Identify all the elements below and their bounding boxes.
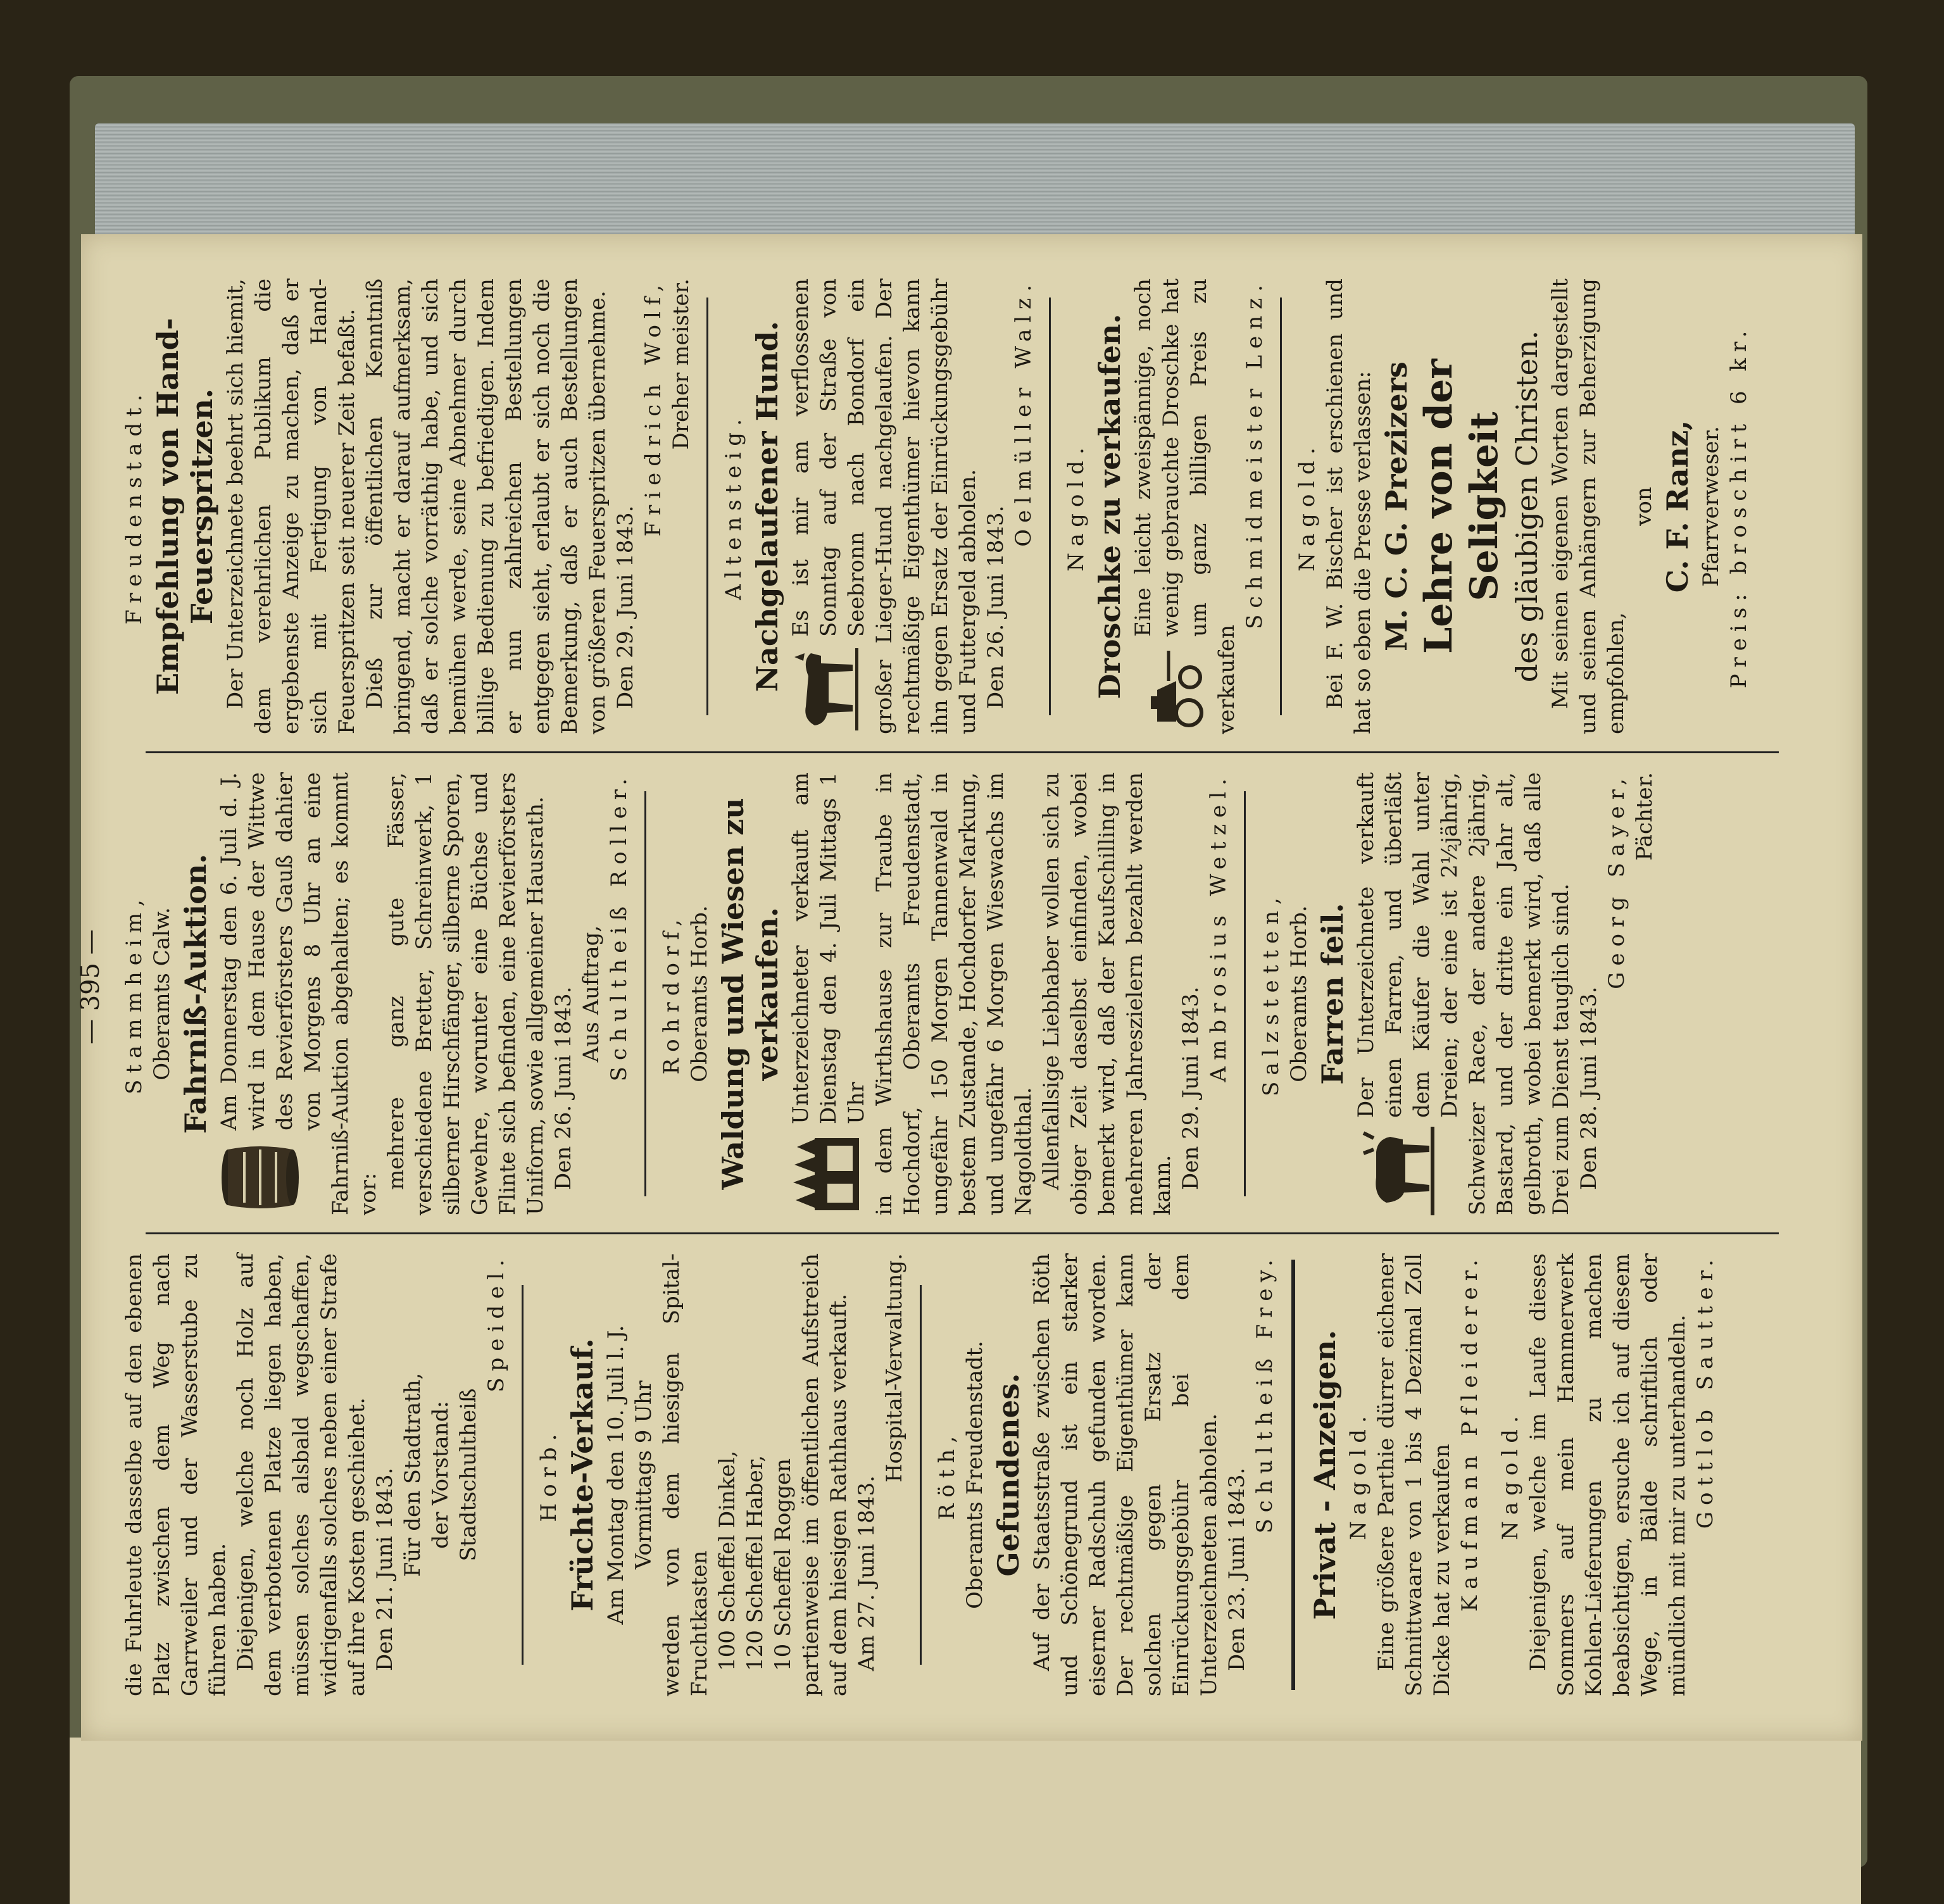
column-1 [120,1253,1798,1696]
col1-sign3: Stadtschultheiß [456,1388,481,1562]
col3-place: Freudenstadt. [122,388,147,625]
col3-s2-title: Nachgelaufener Hund. [750,321,784,692]
col2-place: Stammheim, [122,893,147,1094]
col3-s3-place: Nagold. [1063,441,1089,572]
col1-s2-i2: 120 Scheffel Haber, [743,1455,768,1671]
col2-s2-title: Waldung und Wiesen zu verkaufen. [716,798,784,1190]
col2-sign2: Schultheiß Roller. [606,772,632,1082]
col3-s3-body: Eine leicht zweispännige, noch wenig gebrauchte Droschke hat um ganz billigen Preis zu verkaufen [1131,279,1239,734]
column-3 [120,279,1798,734]
col1-s2-l3: werden von dem hiesigen Spital-Fruchtkasten [659,1253,712,1696]
col1-sign4: Speidel. [484,1253,509,1393]
col1-divider-3 [1291,1260,1295,1690]
col3-divider-3 [1280,298,1282,715]
col1-s2-i1: 100 Scheffel Dinkel, [715,1450,740,1671]
col2-s3-title: Farren feil. [1315,903,1350,1085]
col3-s3-sign: Schmidmeister Lenz. [1242,279,1267,629]
col2-s2-place: Rohrdorf, [659,913,684,1075]
col1-s3-date: Den 23. Juni 1843. [1224,1467,1250,1671]
col1-s2-l4: partienweise im öffentlichen Aufstreich auf dem hiesigen Rathhaus verkauft. [798,1253,851,1696]
column-rule-1 [146,1232,1779,1234]
col1-body: Diejenigen, welche noch Holz auf dem verbotenen Platze liegen haben, müssen solches alsbald wegschaffen, widrigenfalls solches neben einer Strafe auf ihre Kosten geschiehet. [233,1253,370,1696]
col1-s2-sign: Hospital-Verwaltung. [882,1253,907,1483]
col2-title: Fahrniß-Auktion. [179,853,213,1134]
col2-s2-sub: Oberamts Horb. [687,905,712,1082]
col3-s4-place: Nagold. [1295,441,1320,572]
col2-s3-date: Den 28. Juni 1843. [1576,986,1602,1190]
col1-s5-body: Diejenigen, welche im Laufe dieses Sommers auf mein Hammerwerk Kohlen-Lieferungen zu machen beabsichtigen, ersuche ich auf diesem Wege, in Bälde schriftlich oder mündlich mit mir zu unterhandeln. [1526,1253,1690,1696]
col3-s2-date: Den 26. Juni 1843. [983,505,1008,709]
col2-s2-sign: Ambrosius Wetzel. [1206,772,1231,1082]
col2-s3-body1: Der Unterzeichnete verkauft einen Farren, und überläßt dem Käufer die Wahl unter Dreien; der eine ist 2½jährig, Schweizer Race, der andere 2jährig, Bastard, und der dritte ein Jahr alt, gelbroth, wobei bemerkt wird, daß alle Drei zum Dienst tauglich sind. [1353,772,1574,1215]
page-number: — 395 — [76,929,105,1044]
col1-s2-i3: 10 Scheffel Roggen [770,1458,796,1671]
col1-lead: die Fuhrleute dasselbe auf den ebenen Platz zwischen dem Weg nach Garrweiler und der Wasserstube zu führen haben. [122,1253,230,1696]
col3-s4-price: Preis: broschirt 6 kr. [1726,324,1752,689]
col3-s3-title: Droschke zu verkaufen. [1093,313,1127,699]
col1-sign2: der Vorstand: [428,1401,453,1549]
col1-divider-1 [522,1285,524,1665]
col3-divider-2 [1049,298,1051,715]
col2-divider-2 [1244,791,1246,1196]
col1-sign1: Für den Stadtrath, [400,1372,425,1577]
col1-s2-l1: Am Montag den 10. Juli l. J. [603,1325,629,1625]
col1-s3-body: Auf der Staatsstraße zwischen Röth und Schönegrund ist ein starker eiserner Radschuh gefunden worden. Der rechtmäßige Eigenthümer kann solchen gegen Ersatz der Einrückungsgebühr bei dem Unterzeichneten abholen. [1029,1253,1222,1696]
page-content [76,253,1798,1696]
col1-s4-body: Eine größere Parthie dürrer eichener Schnittwaare von 1 bis 4 Dezimal Zoll Dicke hat zu verkaufen [1374,1253,1455,1696]
col3-divider-1 [706,298,708,715]
col1-s5-place: Nagold. [1498,1410,1523,1540]
forest-estate-icon [789,1133,865,1215]
col2-body1: Am Donnerstag den 6. Juli d. J. wird in dem Hause der Wittwe des Revierförsters Gauß dahier von Morgens 8 Uhr an eine Fahrniß-Auktion abgehalten; es kommt vor: [216,772,381,1215]
col1-s3-sign: Schultheiß Frey. [1252,1253,1277,1534]
facing-page [70,1738,1861,1904]
col3-s2-body: Es ist mir am verflossenen Sonntag auf der Straße von Seebronn nach Bondorf ein großer Lieger-Hund nachgelaufen. Der rechtmäßige Eigenthümer hievon kann ihn gegen Ersatz der Einrückungsgebühr und Futtergeld abholen. [788,279,981,734]
col3-body1: Der Unterzeichnete beehrt sich hiemit, dem verehrlichen Publikum die ergebenste Anzeige zu machen, daß er sich mit Fertigung von Hand-Feuerspritzen seit neuerer Zeit befaßt. [223,279,360,734]
col3-body2: Dieß zur öffentlichen Kenntniß bringend, macht er darauf aufmerksam, daß er solche vorräthig habe, und sich bemühen werde, seine Abnehmer durch billige Bedienung zu befriedigen. Indem er nun zahlreichen Bestellungen entgegen sieht, erlaubt er sich noch die Bemerkung, daß er auch Bestellungen von größeren Feuerspritzen übernehme. [362,279,610,734]
col2-s3-sign1: Georg Sayer, [1604,772,1629,989]
col3-s4-book1: M. C. G. Prezizers [1379,361,1414,651]
col3-s2-sign: Oelmüller Walz. [1011,279,1036,547]
col1-s4-title: Privat - Anzeigen. [1308,1329,1342,1620]
col2-s3-place: Salzstetten, [1258,891,1284,1096]
col1-s2-title: Früchte-Verkauf. [565,1338,599,1612]
col3-s4-body2: Mit seinen eigenen Worten dargestellt und seinen Anhängern zur Beherzigung empfohlen, [1548,279,1629,734]
col1-s2-date: Am 27. Juni 1843. [854,1475,879,1671]
col1-date: Den 21. Juni 1843. [372,1467,398,1671]
col2-date: Den 26. Juni 1843. [551,986,576,1190]
col3-sign1: Friedrich Wolf, [641,279,666,537]
col2-s2-body1: Unterzeichneter verkauft am Dienstag den 4. Juli Mittags 1 Uhr [788,772,869,1124]
column-2 [120,772,1798,1215]
col1-s3-title: Gefundenes. [991,1373,1025,1577]
col1-s3-place: Röth, [934,1429,960,1520]
bull-icon [1355,1127,1437,1215]
col2-s2-date: Den 29. Juni 1843. [1178,986,1203,1190]
col3-title: Empfehlung von Hand-Feuerspritzen. [151,318,219,695]
col3-s4-body1: Bei F. W. Bischer ist erschienen und hat so eben die Presse verlassen: [1322,279,1376,734]
col2-s2-body3: Allenfallsige Liebhaber wollen sich zu obiger Zeit daselbst einfinden, wobei bemerkt wird, daß der Kaufschilling in mehreren Jahreszielern bezahlt werden kann. [1039,772,1176,1215]
col3-s4-book3: des gläubigen Christen. [1510,330,1544,683]
col2-s3-sub: Oberamts Horb. [1286,905,1312,1082]
col2-body2: mehrere ganz gute Fässer, verschiedene Bretter, Schreinwerk, 1 silberner Hirschfänger, silberne Sporen, Gewehre, worunter eine Büchse und Flinte sich befinden, eine Revierförsters Uniform, sowie allgemeiner Hausrath. [384,772,548,1215]
col3-s2-place: Altensteig. [721,413,746,600]
carriage-icon [1132,646,1208,734]
col2-s3-sign2: Pächter. [1632,772,1657,861]
col1-s3-sub: Oberamts Freudenstadt. [962,1341,988,1609]
col2-s2-body2: in dem Wirthshause zur Traube in Hochdorf, Oberamts Freudenstadt, ungefähr 150 Morgen Tannenwald in bestem Zustande, Hochdorfer Markung, und ungefähr 6 Morgen Wieswachs im Nagoldthal. [872,772,1036,1215]
col2-sub: Oberamts Calw. [149,907,175,1080]
col3-s4-von: von [1631,487,1657,526]
col1-divider-2 [920,1285,922,1665]
column-rule-2 [146,751,1779,753]
barrel-icon [219,1139,301,1215]
col1-s2-place: Horb. [536,1427,561,1522]
col1-s4-sign: Kaufmann Pfleiderer. [1457,1253,1483,1612]
col1-s5-sign: Gottlob Sautter. [1693,1253,1718,1529]
col1-s2-l2: Vormittags 9 Uhr [631,1380,656,1570]
col1-s4-place: Nagold. [1346,1410,1371,1540]
col3-date: Den 29. Juni 1843. [613,505,638,709]
col3-s4-author: C. F. Ranz, [1660,420,1695,593]
dog-icon [789,646,865,734]
col3-sign2: Dreher meister. [668,279,694,450]
col3-s4-book2: Lehre von der Seligkeit [1417,359,1507,654]
col2-sign1: Aus Auftrag, [579,925,604,1063]
col3-s4-role: Pfarrverweser. [1698,426,1724,587]
col2-divider-1 [644,791,646,1196]
